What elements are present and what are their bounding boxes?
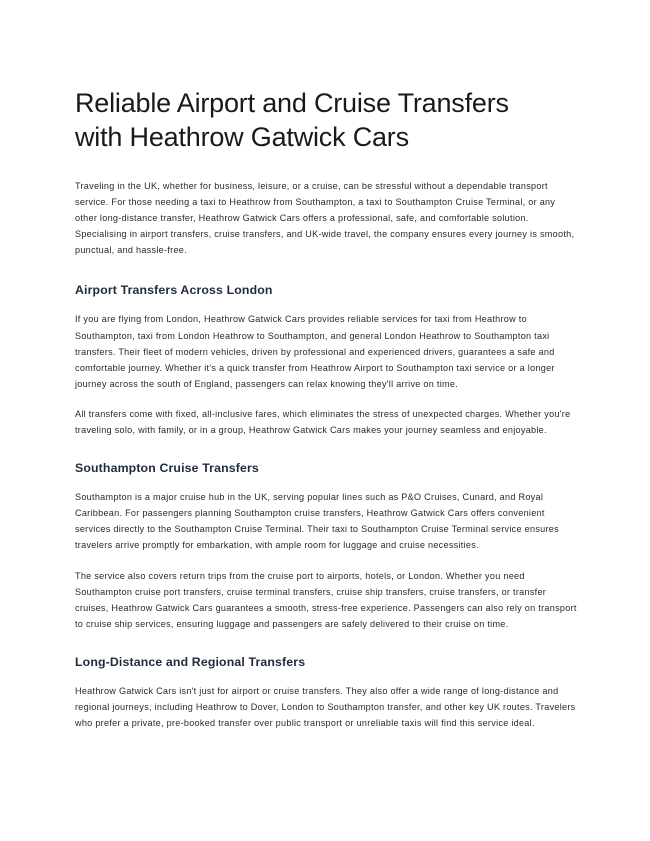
paragraph-southampton-cruise-2: The service also covers return trips from the cruise port to airports, hotels, or London. Whether you need Southampton cruise port transfers, cruise terminal transfers, cruise ship transfers, cruise transfers, or transfer cruises, Heathrow Gatwick Cars guarantees a smooth, stress-free experience. Passengers can also rely on transport to cruise ship services, ensuring luggage and passengers are safely delivered to their cruise on time. bbox=[75, 570, 577, 629]
section-heading-southampton-cruise-transfers: Southampton Cruise Transfers bbox=[75, 461, 259, 476]
page-title: Reliable Airport and Cruise Transfers with Heathrow Gatwick Cars bbox=[75, 88, 509, 152]
section-heading-airport-transfers: Airport Transfers Across London bbox=[75, 283, 273, 298]
paragraph-airport-transfers-1: If you are flying from London, Heathrow Gatwick Cars provides reliable services for taxi from Heathrow to Southampton, taxi from London Heathrow to Southampton, and general London Heathrow to Southampton taxi transfers. Their fleet of modern vehicles, driven by professional and experienced drivers, guarantees a safe and comfortable journey. Whether it's a quick transfer from Heathrow Airport to Southampton taxi service or a longer journey across the south of England, passengers can relax knowing they'll arrive on time. bbox=[75, 314, 555, 389]
section-heading-long-distance-regional: Long-Distance and Regional Transfers bbox=[75, 654, 306, 669]
paragraph-southampton-cruise-1: Southampton is a major cruise hub in the UK, serving popular lines such as P&O Cruises, Cunard, and Royal Caribbean. For passengers planning Southampton cruise transfers, Heathrow Gatwick Cars offers convenient services directly to the Southampton Cruise Terminal. Their taxi to Southampton Cruise Terminal service ensures travelers arrive promptly for embarkation, with ample room for luggage and cruise necessities. bbox=[75, 492, 559, 551]
document-content bbox=[75, 86, 579, 731]
intro-paragraph: Traveling in the UK, whether for business, leisure, or a cruise, can be stressful without a dependable transport service. For those needing a taxi to Heathrow from Southampton, a taxi to Southampton Cruise Terminal, or any other long-distance transfer, Heathrow Gatwick Cars offers a professional, safe, and comfortable solution. Specialising in airport transfers, cruise transfers, and UK-wide travel, the company ensures every journey is smooth, punctual, and hassle-free. bbox=[75, 181, 575, 256]
paragraph-long-distance-1: Heathrow Gatwick Cars isn't just for airport or cruise transfers. They also offer a wide range of long-distance and regional journeys, including Heathrow to Dover, London to Southampton transfer, and other key UK routes. Travelers who prefer a private, pre-booked transfer over public transport or unreliable taxis will find this service ideal. bbox=[75, 685, 576, 729]
paragraph-airport-transfers-2: All transfers come with fixed, all-inclusive fares, which eliminates the stress of unexpected charges. Whether you're traveling solo, with family, or in a group, Heathrow Gatwick Cars makes your journey seamless and enjoyable. bbox=[75, 408, 571, 436]
